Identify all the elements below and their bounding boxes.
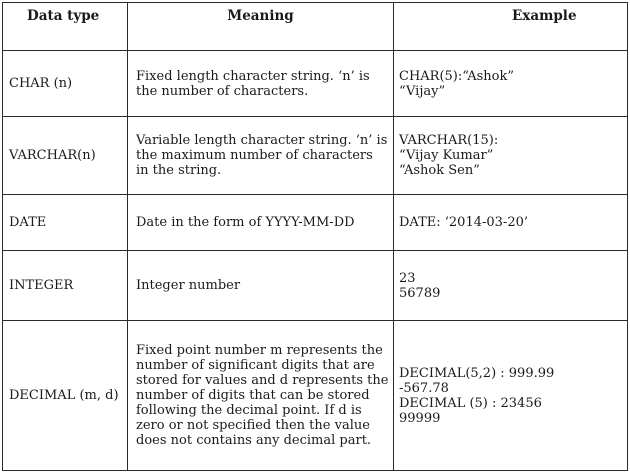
meaning-line: the maximum number of characters bbox=[136, 148, 373, 163]
table-row bbox=[3, 251, 628, 321]
example-line: 23 bbox=[399, 270, 416, 286]
table-row bbox=[3, 51, 628, 117]
example-line: “Ashok Sen” bbox=[399, 163, 480, 178]
example-line: CHAR(5):“Ashok” bbox=[399, 68, 515, 84]
header-data-type: Data type bbox=[3, 3, 128, 51]
meaning-line: the number of characters. bbox=[136, 83, 309, 99]
row-meaning-cell bbox=[128, 195, 394, 251]
meaning-line: following the decimal point. If d is bbox=[136, 403, 362, 418]
row-type-cell: CHAR (n) bbox=[3, 51, 128, 117]
example-line: 56789 bbox=[399, 285, 441, 301]
row-meaning-cell bbox=[128, 117, 394, 195]
row-example-cell bbox=[394, 51, 628, 117]
meaning-line: Date in the form of YYYY-MM-DD bbox=[136, 215, 355, 230]
example-line: 99999 bbox=[399, 410, 441, 426]
table-row bbox=[3, 321, 628, 471]
meaning-line: stored for values and d represents the bbox=[136, 373, 389, 388]
example-line: -567.78 bbox=[399, 380, 449, 396]
data-types-table bbox=[2, 2, 628, 471]
example-line: “Vijay Kumar” bbox=[399, 148, 494, 163]
meaning-line: Variable length character string. ‘n’ is bbox=[136, 133, 388, 148]
meaning-line: Integer number bbox=[136, 278, 241, 293]
example-line: DECIMAL(5,2) : 999.99 bbox=[399, 365, 555, 381]
row-type-cell: DECIMAL (m, d) bbox=[3, 321, 128, 471]
row-type-cell: INTEGER bbox=[3, 251, 128, 321]
meaning-line: number of digits that can be stored bbox=[136, 388, 370, 403]
meaning-line: Fixed point number m represents the bbox=[136, 343, 383, 358]
example-line: “Vijay” bbox=[399, 83, 446, 99]
example-line: DECIMAL (5) : 23456 bbox=[399, 395, 542, 411]
table-row bbox=[3, 117, 628, 195]
header-meaning: Meaning bbox=[128, 3, 394, 51]
header-row bbox=[3, 3, 628, 51]
row-meaning-cell bbox=[128, 251, 394, 321]
header-example: Example bbox=[394, 3, 628, 51]
row-meaning-cell bbox=[128, 321, 394, 471]
meaning-line: Fixed length character string. ‘n’ is bbox=[136, 68, 370, 84]
table-row bbox=[3, 195, 628, 251]
meaning-line: does not contains any decimal part. bbox=[136, 433, 372, 448]
example-line: DATE: ‘2014-03-20’ bbox=[399, 215, 528, 230]
row-example-cell bbox=[394, 321, 628, 471]
row-example-cell bbox=[394, 195, 628, 251]
example-line: VARCHAR(15): bbox=[399, 133, 499, 148]
meaning-line: number of significant digits that are bbox=[136, 358, 375, 373]
meaning-line: zero or not specified then the value bbox=[136, 418, 370, 433]
row-meaning-cell bbox=[128, 51, 394, 117]
row-example-cell bbox=[394, 117, 628, 195]
row-type-cell: VARCHAR(n) bbox=[3, 117, 128, 195]
row-example-cell bbox=[394, 251, 628, 321]
meaning-line: in the string. bbox=[136, 163, 222, 178]
row-type-cell: DATE bbox=[3, 195, 128, 251]
